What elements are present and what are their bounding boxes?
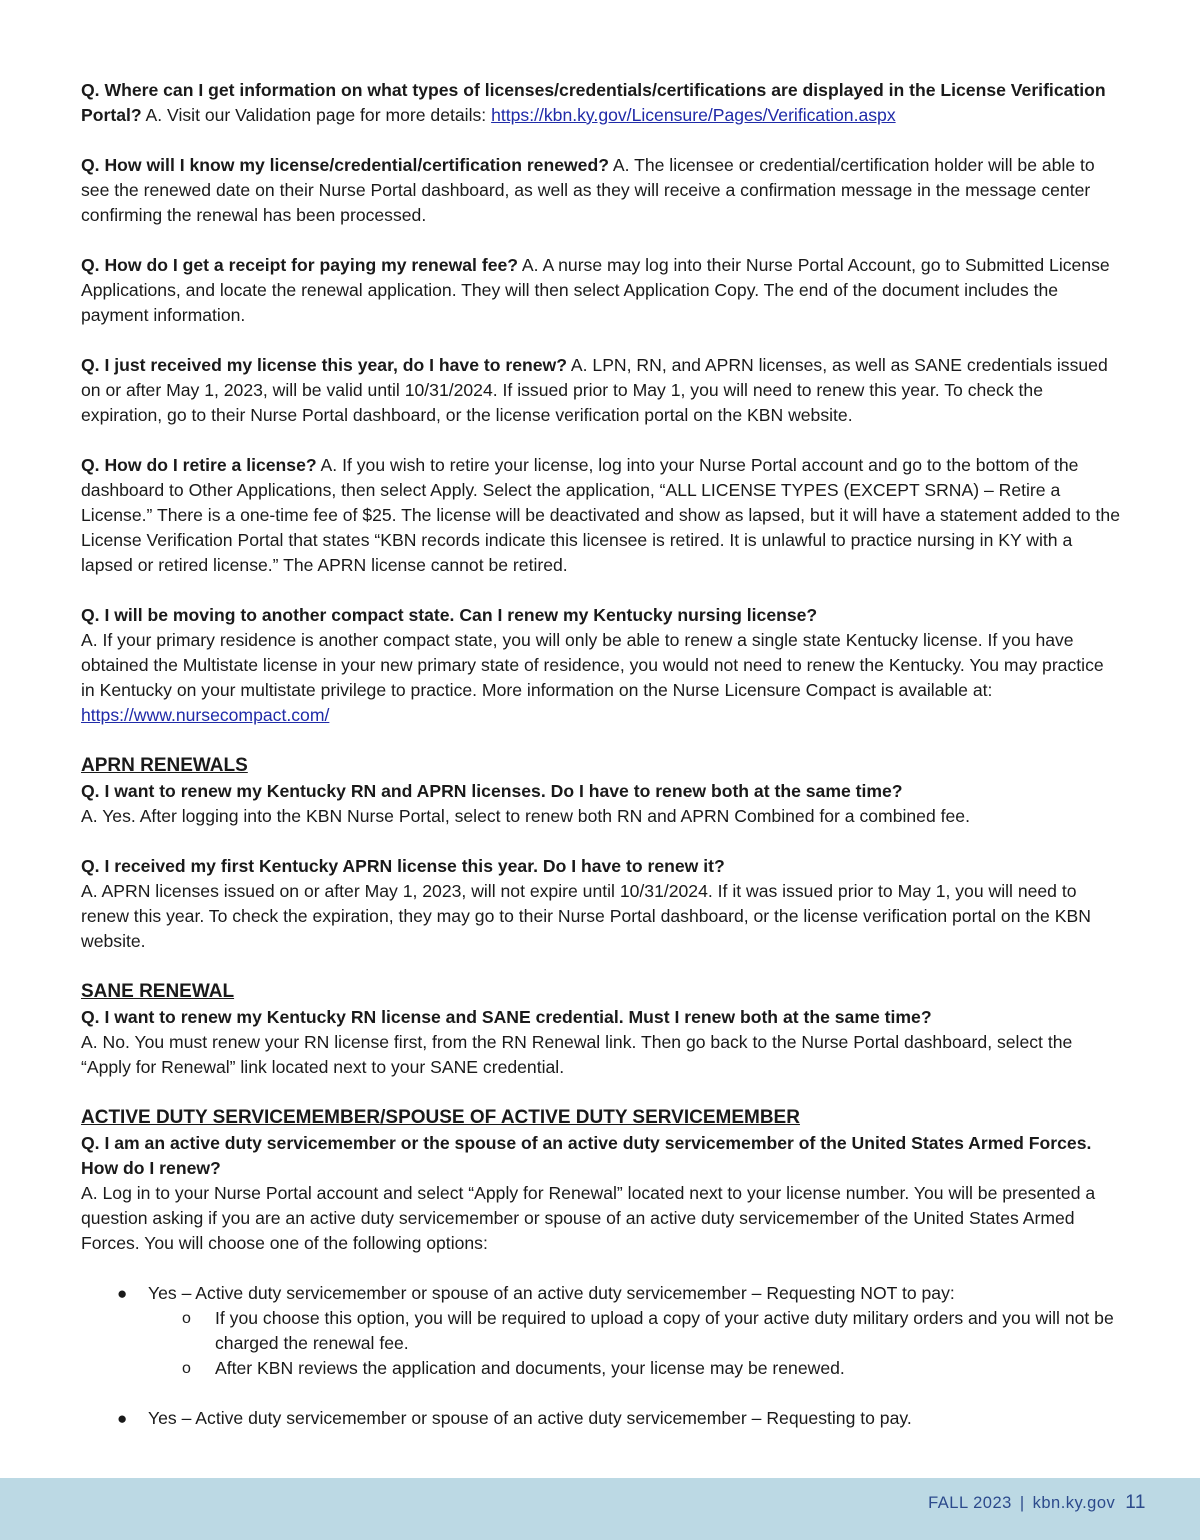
page-footer [0,1478,1200,1540]
footer-separator: | [1019,1494,1025,1512]
question: Q. I am an active duty servicemember or the spouse of an active duty servicemember of the United States Armed Forces. How do I renew? [81,1133,1092,1178]
answer: A. If you wish to retire your license, log into your Nurse Portal account and go to the bottom of the dashboard to Other Applications, then select Apply. Select the application, “ALL LICENSE TYPES (EXCEPT SRNA) – Retire a License.” There is a one-time fee of $25. The license will be deactivated and show as lapsed, but it will have a statement added to the License Verification Portal that states “KBN records indicate this licensee is retired. It is unlawful to practice nursing in KY with a lapsed or retired license.” The APRN license cannot be retired. [81,455,1120,575]
circle-bullet-icon: o [182,1360,191,1377]
circle-bullet-icon: o [182,1310,191,1327]
sub-option-upload: If you choose this option, you will be required to upload a copy of your active duty military orders and you will not be charged the renewal fee. [215,1308,1114,1353]
answer: A. The licensee or credential/certification holder will be able to see the renewed date on their Nurse Portal dashboard, as well as they will receive a confirmation message in the message center confirming the renewal has been processed. [81,155,1095,225]
faq-license-verification [81,78,1121,128]
answer: A. No. You must renew your RN license first, from the RN Renewal link. Then go back to the Nurse Portal dashboard, select the “Apply for Renewal” link located next to your SANE credential. [81,1032,1073,1077]
answer: A. Visit our Validation page for more details: [141,105,492,125]
answer: A. Yes. After logging into the KBN Nurse Portal, select to renew both RN and APRN Combined for a combined fee. [81,806,970,826]
faq-active-duty [81,1131,1121,1256]
footer-text [928,1492,1146,1514]
question: Q. I received my first Kentucky APRN license this year. Do I have to renew it? [81,856,725,876]
option-pay: Yes – Active duty servicemember or spouse of an active duty servicemember – Requesting to pay. [148,1408,912,1428]
faq-retire-license [81,453,1121,578]
bullet-icon: ● [117,1284,128,1303]
list-item [81,1356,1121,1381]
faq-compact-state [81,603,1121,728]
question: Q. I want to renew my Kentucky RN license and SANE credential. Must I renew both at the same time? [81,1007,932,1027]
option-not-pay: Yes – Active duty servicemember or spouse of an active duty servicemember – Requesting NOT to pay: [148,1283,955,1303]
sub-option-review: After KBN reviews the application and documents, your license may be renewed. [215,1358,845,1378]
faq-receipt [81,253,1121,328]
question: Q. I will be moving to another compact state. Can I renew my Kentucky nursing license? [81,605,818,625]
faq-renewal-confirmation [81,153,1121,228]
faq-aprn-combined [81,779,1121,829]
section-title-aprn: APRN RENEWALS [81,755,248,776]
answer: A. LPN, RN, and APRN licenses, as well as SANE credentials issued on or after May 1, 2023, will be valid until 10/31/2024. If issued prior to May 1, you will need to renew this year. To check the expiration, go to their Nurse Portal dashboard, or the license verification portal on the KBN website. [81,355,1108,425]
list-item [81,1306,1121,1356]
answer: A. If your primary residence is another compact state, you will only be able to renew a single state Kentucky license. If you have obtained the Multistate license in your new primary state of residence, you would not need to renew the Kentucky. You may practice in Kentucky on your multistate privilege to practice. More information on the Nurse Licensure Compact is available at: [81,630,1104,700]
answer: A. A nurse may log into their Nurse Portal Account, go to Submitted License Applications, and locate the renewal application. They will then select Application Copy. The end of the document includes the payment information. [81,255,1110,325]
document-body [81,78,1121,1431]
section-title-active-duty: ACTIVE DUTY SERVICEMEMBER/SPOUSE OF ACTIVE DUTY SERVICEMEMBER [81,1107,800,1128]
active-duty-options [81,1281,1121,1431]
question: Q. Where can I get information on what types of licenses/credentials/certifications are displayed in the License Verification Portal? [81,80,1106,125]
list-item [81,1406,1121,1431]
faq-aprn-first-license [81,854,1121,954]
list-item [81,1281,1121,1306]
question: Q. I want to renew my Kentucky RN and APRN licenses. Do I have to renew both at the same time? [81,781,903,801]
section-title-sane: SANE RENEWAL [81,981,235,1002]
bullet-icon: ● [117,1409,128,1428]
question: Q. How will I know my license/credential/certification renewed? [81,155,609,175]
question: Q. I just received my license this year, do I have to renew? [81,355,567,375]
faq-sane-renewal [81,1005,1121,1080]
answer: A. Log in to your Nurse Portal account and select “Apply for Renewal” located next to your license number. You will be presented a question asking if you are an active duty servicemember or spouse of an active duty servicemember of the United States Armed Forces. You will choose one of the following options: [81,1183,1096,1253]
faq-new-license [81,353,1121,428]
answer: A. APRN licenses issued on or after May 1, 2023, will not expire until 10/31/2024. If it was issued prior to May 1, you will need to renew this year. To check the expiration, they may go to their Nurse Portal dashboard, or the license verification portal on the KBN website. [81,881,1091,951]
page-number: 11 [1125,1492,1146,1513]
question: Q. How do I get a receipt for paying my renewal fee? [81,255,519,275]
nursecompact-link[interactable]: https://www.nursecompact.com/ [81,705,330,725]
question: Q. How do I retire a license? [81,455,317,475]
edition-label: FALL 2023 [928,1494,1012,1512]
verification-link[interactable]: https://kbn.ky.gov/Licensure/Pages/Verification.aspx [491,105,896,125]
site-label: kbn.ky.gov [1032,1494,1116,1512]
